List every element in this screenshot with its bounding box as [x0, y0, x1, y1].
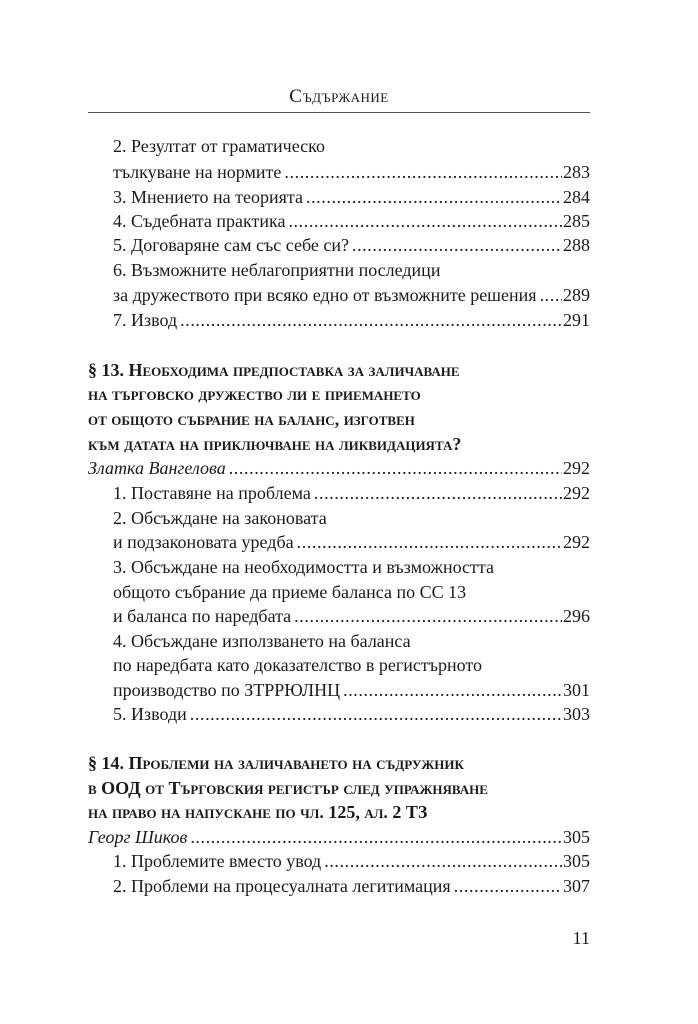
dot-leader	[288, 208, 562, 234]
section-title: от общото събрание на баланс, изготвен	[88, 409, 415, 429]
toc-entry	[113, 554, 590, 580]
dot-leader	[294, 603, 562, 629]
toc-entry	[113, 159, 590, 185]
dot-leader	[454, 873, 562, 899]
toc-entry	[113, 208, 590, 234]
toc-entry	[113, 701, 590, 727]
dot-leader	[297, 529, 562, 555]
dot-leader	[540, 282, 562, 308]
toc-entry	[113, 603, 590, 629]
toc-entry	[113, 848, 590, 874]
section-title: към датата на приключване на ликвидацията?	[88, 434, 462, 454]
page-number: 11	[572, 928, 590, 948]
toc-entry	[113, 579, 590, 605]
author-name: Златка Вангелова	[88, 458, 226, 478]
header-rule	[88, 112, 590, 113]
toc-entry-text: тълкуване на нормите	[113, 162, 282, 182]
toc-entry	[113, 184, 590, 210]
toc-entry	[113, 480, 590, 506]
toc-entry-text: по наредбата като доказателство в регистърното	[113, 655, 483, 675]
toc-entry-text: 2. Проблеми на процесуалната легитимация	[113, 876, 451, 896]
section-title: на право на напускане по чл. 125, ал. 2 ТЗ	[88, 802, 428, 822]
toc-page-number: 305	[563, 851, 590, 871]
toc-entry-text: 1. Поставяне на проблема	[113, 483, 311, 503]
toc-entry-text: 5. Изводи	[113, 704, 187, 724]
toc-entry	[113, 307, 590, 333]
toc-entry-text: общото събрание да приеме баланса по СС 13	[113, 582, 467, 602]
toc-entry	[113, 628, 590, 654]
dot-leader	[284, 159, 562, 185]
toc-entry-text: и подзаконовата уредба	[113, 532, 294, 552]
toc-page-number: 296	[563, 606, 590, 626]
toc-entry-text: 1. Проблемите вместо увод	[113, 851, 322, 871]
author-name: Георг Шиков	[88, 827, 188, 847]
toc-entry-text: и баланса по наредбата	[113, 606, 292, 626]
toc-entry-text: 4. Съдебната практика	[113, 211, 286, 231]
toc-page-number: 288	[563, 235, 590, 255]
toc-page-number: 292	[563, 483, 590, 503]
dot-leader	[314, 480, 562, 506]
dot-leader	[180, 307, 562, 333]
section-title: § 14. Проблеми на заличаването на съдружник	[88, 753, 464, 773]
toc-entry	[113, 232, 590, 258]
toc-entry	[113, 282, 590, 308]
dot-leader	[343, 677, 562, 703]
toc-page-number: 301	[563, 680, 590, 700]
section-title: в ООД от Търговския регистър след упражняване	[88, 778, 488, 798]
toc-entry-text: 2. Резултат от граматическо	[113, 136, 325, 156]
toc-page-number: 284	[563, 187, 590, 207]
toc-entry-text: 5. Договаряне сам със себе си?	[113, 235, 349, 255]
toc-page-number: 292	[563, 532, 590, 552]
toc-entry	[113, 529, 590, 555]
toc-entry	[113, 677, 590, 703]
dot-leader	[306, 184, 562, 210]
toc-page-number: 283	[563, 162, 590, 182]
toc-page-number: 305	[563, 827, 590, 847]
toc-entry-text: 4. Обсъждане използването на баланса	[113, 631, 411, 651]
toc-page-number: 285	[563, 211, 590, 231]
toc-author-entry	[88, 824, 590, 850]
toc-entry-text: 2. Обсъждане на законовата	[113, 508, 327, 528]
toc-entry-text: 3. Мнението на теорията	[113, 187, 303, 207]
running-header: Съдържание	[289, 86, 389, 107]
toc-entry-text: 7. Извод	[113, 310, 178, 330]
toc-page-number: 291	[563, 310, 590, 330]
toc-entry	[113, 257, 590, 283]
toc-page-number: 289	[563, 285, 590, 305]
toc-entry	[113, 505, 590, 531]
dot-leader	[229, 455, 562, 481]
toc-entry-text: производство по ЗТРРЮЛНЦ	[113, 680, 341, 700]
dot-leader	[190, 824, 562, 850]
toc-author-entry	[88, 455, 590, 481]
dot-leader	[190, 701, 562, 727]
toc-entry	[113, 133, 590, 159]
toc-entry	[113, 873, 590, 899]
dot-leader	[352, 232, 562, 258]
dot-leader	[324, 848, 562, 874]
toc-page-number: 303	[563, 704, 590, 724]
toc-entry-text: 3. Обсъждане на необходимостта и възможността	[113, 557, 494, 577]
toc-entry-text: 6. Възможните неблагоприятни последици	[113, 260, 441, 280]
toc-page-number: 292	[563, 458, 590, 478]
toc-entry	[113, 652, 590, 678]
toc-entry-text: за дружеството при всяко едно от възможните решения	[113, 285, 537, 305]
toc-page-number: 307	[563, 876, 590, 896]
section-title: § 13. Необходима предпоставка за заличаване	[88, 360, 460, 380]
section-title: на търговско дружество ли е приемането	[88, 384, 421, 404]
